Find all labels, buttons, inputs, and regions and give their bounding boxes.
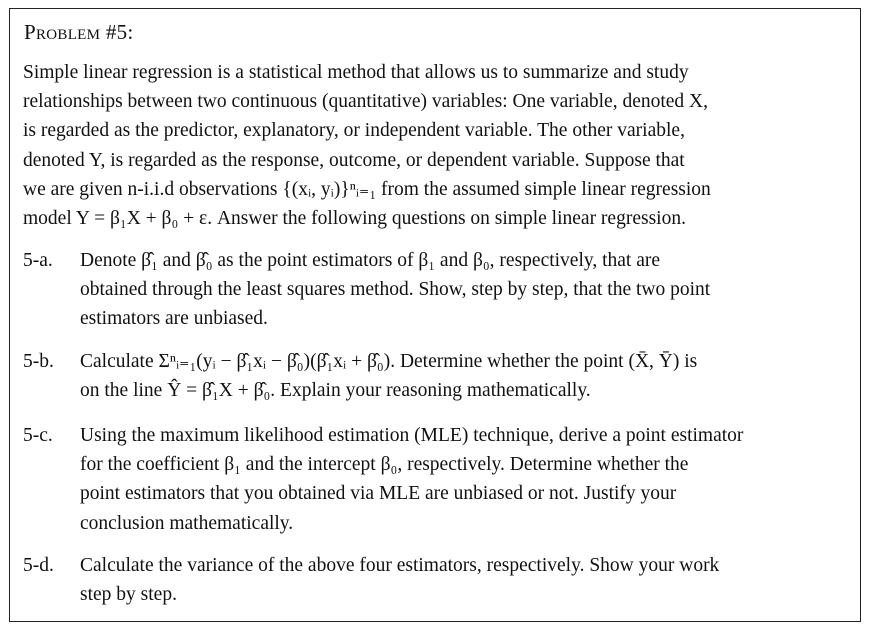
question-label: 5-b.: [23, 351, 54, 372]
question-line: on the line Ŷ = β̂₁X + β̂₀. Explain your reasoning mathematically.: [80, 380, 591, 402]
question-line: step by step.: [80, 584, 177, 606]
problem-title: Problem #5:: [24, 20, 134, 44]
question-line: obtained through the least squares method. Show, step by step, that the two point: [80, 279, 711, 301]
intro-line: denoted Y, is regarded as the response, outcome, or dependent variable. Suppose that: [23, 149, 685, 171]
question-label: 5-c.: [23, 425, 53, 446]
question-line: Calculate Σⁿᵢ₌₁(yᵢ − β̂₁xᵢ − β̂₀)(β̂₁xᵢ + β̂₀). Determine whether the point (X̄, Ȳ) is: [80, 351, 698, 372]
intro-line: Simple linear regression is a statistical method that allows us to summarize and study: [23, 62, 689, 83]
intro-line: model Y = β₁X + β₀ + ε. Answer the following questions on simple linear regression.: [23, 208, 686, 230]
question-line: Denote β̂₁ and β̂₀ as the point estimators of β₁ and β₀, respectively, that are: [80, 250, 661, 271]
problem-intro: [23, 58, 853, 233]
question-line: point estimators that you obtained via MLE are unbiased or not. Justify your: [80, 483, 677, 505]
intro-line: is regarded as the predictor, explanatory, or independent variable. The other variable,: [23, 120, 685, 142]
question-label: 5-a.: [23, 250, 53, 271]
question-line: conclusion mathematically.: [80, 512, 294, 534]
intro-line: relationships between two continuous (quantitative) variables: One variable, denoted X,: [23, 91, 709, 113]
question-line: estimators are unbiased.: [80, 308, 268, 330]
question-line: Using the maximum likelihood estimation (MLE) technique, derive a point estimator: [80, 425, 744, 446]
question-label: 5-d.: [23, 555, 54, 576]
question-line: for the coefficient β₁ and the intercept β₀, respectively. Determine whether the: [80, 454, 689, 476]
question-line: Calculate the variance of the above four estimators, respectively. Show your work: [80, 555, 720, 576]
intro-line: we are given n-i.i.d observations {(xᵢ, yᵢ)}ⁿᵢ₌₁ from the assumed simple linear regression: [23, 178, 711, 200]
